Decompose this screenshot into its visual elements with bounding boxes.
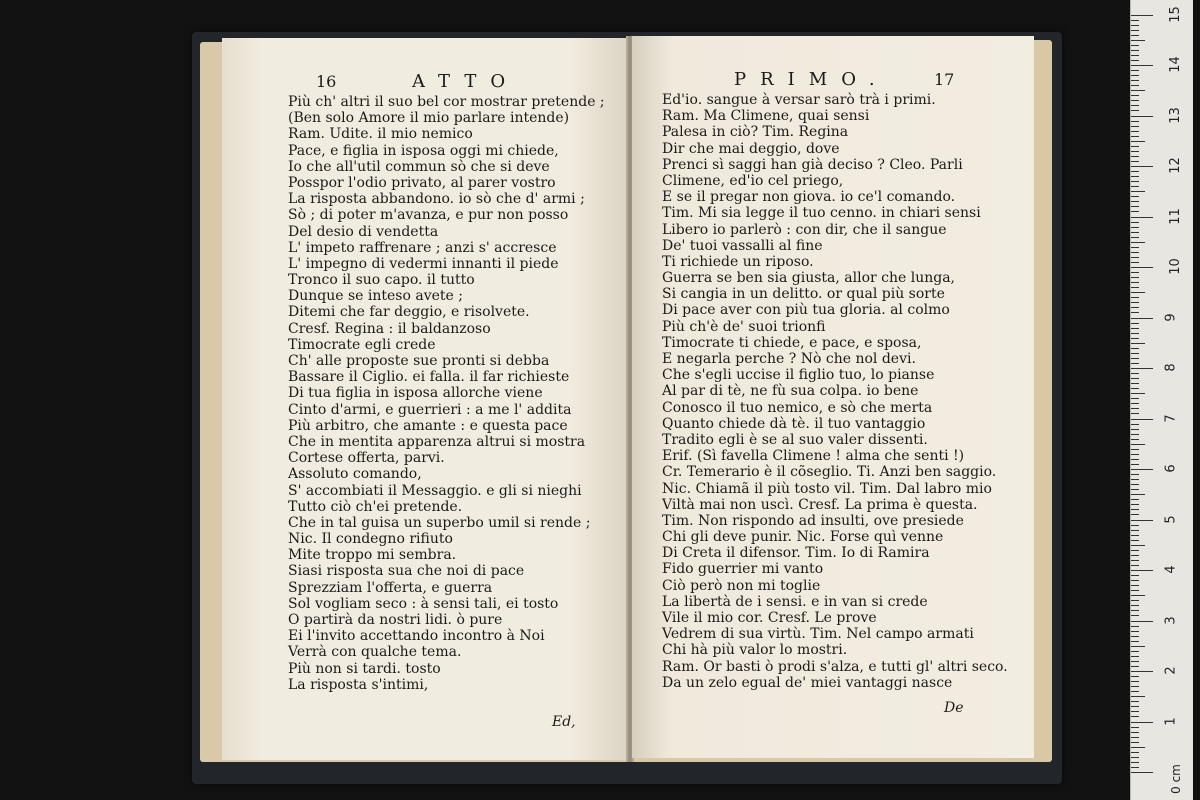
ruler-tick	[1131, 555, 1139, 556]
ruler-tick	[1131, 363, 1139, 364]
text-line: Nic. Il condegno rifiuto	[288, 531, 453, 548]
text-line: L' impeto raffrenare ; anzi s' accresce	[288, 239, 557, 256]
ruler-tick	[1131, 752, 1139, 753]
text-line: Di pace aver con più tua gloria. al colmo	[662, 302, 950, 319]
text-line: Chi hà più valor lo mostri.	[662, 642, 848, 659]
text-line: La libertà de i sensi. e in van si crede	[662, 593, 928, 610]
text-line: E se il pregar non giova. io ce'l comando.	[662, 189, 956, 206]
text-line: Fido guerrier mi vanto	[662, 561, 824, 578]
text-line: Del desio di vendetta	[288, 223, 439, 240]
measurement-ruler	[1130, 0, 1193, 800]
text-line: O partirà da nostri lidi. ò pure	[288, 612, 503, 628]
ruler-tick	[1131, 504, 1139, 505]
text-line: Cr. Temerario è il cõseglio. Ti. Anzi ben saggio.	[662, 464, 997, 481]
ruler-tick	[1131, 141, 1145, 142]
ruler-tick	[1131, 706, 1139, 707]
ruler-tick	[1131, 378, 1139, 379]
ruler-tick	[1131, 610, 1139, 611]
ruler-tick	[1131, 50, 1139, 51]
text-line: Erif. (Sì favella Climene ! alma che senti !)	[662, 448, 965, 465]
ruler-tick	[1131, 772, 1153, 773]
ruler-tick	[1131, 100, 1139, 101]
ruler-tick	[1131, 338, 1139, 339]
ruler-tick	[1131, 297, 1139, 298]
ruler-tick	[1131, 454, 1139, 455]
ruler-tick	[1131, 171, 1139, 172]
ruler-tick	[1131, 40, 1145, 41]
ruler-tick	[1131, 742, 1139, 743]
ruler-tick	[1131, 560, 1139, 561]
ruler-tick	[1131, 565, 1139, 566]
ruler-tick	[1131, 353, 1139, 354]
ruler-tick	[1131, 535, 1139, 536]
ruler-tick	[1131, 722, 1153, 723]
ruler-tick	[1131, 201, 1139, 202]
ruler-tick	[1131, 732, 1139, 733]
ruler-tick	[1131, 636, 1139, 637]
ruler-tick	[1131, 287, 1139, 288]
ruler-tick	[1131, 449, 1139, 450]
text-line: Tim. Non rispondo ad insulti, ove presiede	[662, 512, 964, 529]
ruler-tick	[1131, 474, 1139, 475]
left-page-number: 16	[316, 72, 337, 91]
text-line: Timocrate ti chiede, e pace, e sposa,	[662, 334, 922, 351]
text-line: Ram. Ma Climene, quai sensi	[662, 108, 870, 125]
ruler-tick	[1131, 661, 1139, 662]
ruler-tick	[1131, 651, 1139, 652]
ruler-tick	[1131, 737, 1139, 738]
text-line: Ram. Udite. il mio nemico	[288, 126, 473, 143]
text-line: Dir che mai deggio, dove	[662, 140, 840, 157]
ruler-tick	[1131, 211, 1139, 212]
ruler-tick	[1131, 540, 1139, 541]
ruler-tick	[1131, 292, 1145, 293]
ruler-tick	[1131, 237, 1139, 238]
text-line: Ti richiede un riposo.	[662, 253, 814, 270]
right-catchword: De	[944, 700, 964, 716]
ruler-tick	[1131, 176, 1139, 177]
ruler-tick	[1131, 151, 1139, 152]
ruler-tick	[1131, 439, 1139, 440]
text-line: Libero io parlerò : con dir, che il sangue	[662, 221, 947, 238]
ruler-tick	[1131, 525, 1139, 526]
ruler-number: 12	[1167, 157, 1183, 174]
text-line: Più ch'è de' suoi trionfi	[662, 318, 826, 335]
ruler-tick	[1131, 272, 1139, 273]
ruler-tick	[1131, 257, 1139, 258]
ruler-tick	[1131, 302, 1139, 303]
ruler-tick	[1131, 222, 1139, 223]
ruler-tick	[1131, 509, 1139, 510]
ruler-tick	[1131, 20, 1139, 21]
ruler-tick	[1131, 686, 1139, 687]
left-running-head: ATTO	[412, 71, 520, 92]
ruler-tick	[1131, 136, 1139, 137]
ruler-tick	[1131, 419, 1153, 420]
ruler-tick	[1131, 716, 1139, 717]
ruler-tick	[1131, 156, 1139, 157]
ruler-number: 4	[1163, 565, 1179, 574]
ruler-tick	[1131, 60, 1139, 61]
ruler-tick	[1131, 217, 1153, 218]
text-line: Dunque se inteso avete ;	[288, 288, 463, 305]
ruler-tick	[1131, 550, 1139, 551]
ruler-number: 11	[1167, 207, 1183, 225]
ruler-tick	[1131, 499, 1139, 500]
ruler-tick	[1131, 575, 1139, 576]
ruler-tick	[1131, 358, 1139, 359]
ruler-tick	[1131, 711, 1139, 712]
text-line: Cinto d'armi, e guerrieri : a me l' addita	[288, 401, 572, 418]
text-line: Tim. Mi sia legge il tuo cenno. in chiari sensi	[662, 205, 981, 222]
ruler-tick	[1131, 368, 1153, 369]
ruler-tick	[1131, 95, 1139, 96]
ruler-tick	[1131, 348, 1139, 349]
text-line: Al par di tè, ne fù sua colpa. io bene	[662, 383, 919, 400]
text-line: Di Creta il difensor. Tim. Io di Ramira	[662, 545, 930, 562]
ruler-tick	[1131, 247, 1139, 248]
ruler-tick	[1131, 615, 1139, 616]
ruler-tick	[1131, 166, 1153, 167]
ruler-tick	[1131, 580, 1139, 581]
text-line: Climene, ed'io cel priego,	[662, 172, 844, 189]
left-text-block	[288, 94, 605, 693]
ruler-tick	[1131, 585, 1139, 586]
ruler-number: 8	[1163, 363, 1179, 372]
text-line: Più non si tardi. tosto	[288, 660, 441, 677]
ruler-tick	[1131, 479, 1139, 480]
ruler-tick	[1131, 373, 1139, 374]
ruler-tick	[1131, 459, 1139, 460]
ruler-tick	[1131, 408, 1139, 409]
ruler-tick	[1131, 45, 1139, 46]
text-line: Mite troppo mi sembra.	[288, 547, 457, 564]
right-text-block	[662, 92, 1008, 691]
ruler-tick	[1131, 90, 1145, 91]
ruler-tick	[1131, 666, 1139, 667]
ruler-number: 15	[1167, 5, 1183, 23]
text-line: Cresf. Regina : il baldanzoso	[288, 320, 491, 337]
text-line: Viltà mai non uscì. Cresf. La prima è questa.	[662, 496, 978, 513]
ruler-tick	[1131, 25, 1139, 26]
ruler-tick	[1131, 65, 1153, 66]
text-line: Da un zelo egual de' miei vantaggi nasce	[662, 674, 953, 691]
ruler-tick	[1131, 181, 1139, 182]
ruler-tick	[1131, 464, 1139, 465]
ruler-tick	[1131, 434, 1139, 435]
ruler-tick	[1131, 343, 1145, 344]
ruler-tick	[1131, 747, 1145, 748]
text-line: Ed'io. sangue à versar sarò trà i primi.	[662, 92, 936, 108]
text-line: La risposta s'intimi,	[288, 676, 429, 693]
ruler-tick	[1131, 494, 1145, 495]
ruler-tick	[1131, 282, 1139, 283]
ruler-tick	[1131, 600, 1139, 601]
ruler-tick	[1131, 388, 1139, 389]
text-line: Verrà con qualche tema.	[288, 644, 462, 661]
ruler-tick	[1131, 80, 1139, 81]
ruler-tick	[1131, 631, 1139, 632]
ruler-tick	[1131, 186, 1139, 187]
text-line: Ram. Or basti ò prodi s'alza, e tutti gl' altri seco.	[662, 658, 1008, 675]
ruler-tick	[1131, 35, 1139, 36]
ruler-tick	[1131, 621, 1153, 622]
ruler-tick	[1131, 146, 1139, 147]
ruler-unit-label: 0 cm	[1168, 764, 1183, 794]
ruler-tick	[1131, 232, 1139, 233]
ruler-tick	[1131, 444, 1145, 445]
left-page	[222, 38, 630, 760]
text-line: Timocrate egli crede	[288, 336, 436, 353]
ruler-tick	[1131, 646, 1145, 647]
right-page	[632, 36, 1034, 758]
ruler-tick	[1131, 85, 1139, 86]
ruler-tick	[1131, 105, 1139, 106]
ruler-tick	[1131, 30, 1139, 31]
ruler-tick	[1131, 514, 1139, 515]
text-line: Sprezziam l'offerta, e guerra	[288, 579, 493, 596]
text-line: La risposta abbandono. io sò che d' armi ;	[288, 191, 585, 208]
text-line: Bassare il Ciglio. ei falla. il far richieste	[288, 369, 570, 386]
text-line: Più arbitro, che amante : e questa pace	[288, 417, 568, 434]
ruler-tick	[1131, 191, 1145, 192]
text-line: Posspor l'odio privato, al parer vostro	[288, 174, 556, 191]
ruler-tick	[1131, 429, 1139, 430]
ruler-tick	[1131, 413, 1139, 414]
ruler-tick	[1131, 110, 1139, 111]
ruler-number: 9	[1163, 312, 1179, 322]
ruler-tick	[1131, 757, 1139, 758]
ruler-tick	[1131, 242, 1145, 243]
ruler-tick	[1131, 691, 1139, 692]
ruler-tick	[1131, 626, 1139, 627]
right-page-number: 17	[934, 70, 955, 89]
text-line: Siasi risposta sua che noi di pace	[288, 563, 525, 580]
text-line: Tronco il suo capo. il tutto	[288, 272, 475, 289]
ruler-tick	[1131, 403, 1139, 404]
ruler-tick	[1131, 383, 1139, 384]
text-line: Tradito egli è se al suo valer dissenti.	[662, 431, 928, 448]
ruler-tick	[1131, 424, 1139, 425]
text-line: Ei l'invito accettando incontro à Noi	[288, 628, 545, 645]
ruler-tick	[1131, 307, 1139, 308]
text-line: De' tuoi vassalli al fine	[662, 237, 823, 254]
text-line: Chi gli deve punir. Nic. Forse quì venne	[662, 529, 944, 546]
text-line: Sol vogliam seco : à sensi tali, ei tosto	[288, 595, 559, 612]
text-line: Che in mentita apparenza altrui si mostra	[288, 433, 586, 450]
text-line: Tutto ciò ch'ei pretende.	[288, 498, 463, 515]
ruler-tick	[1131, 206, 1139, 207]
text-line: Vedrem di sua virtù. Tim. Nel campo armati	[662, 626, 974, 643]
ruler-tick	[1131, 333, 1139, 334]
text-line: Che s'egli uccise il figlio tuo, lo pianse	[662, 367, 935, 384]
ruler-tick	[1131, 196, 1139, 197]
text-line: Ditemi che far deggio, e risolvete.	[288, 304, 530, 321]
ruler-tick	[1131, 701, 1139, 702]
ruler-tick	[1131, 727, 1139, 728]
text-line: Sò ; di poter m'avanza, e pur non posso	[288, 207, 569, 224]
ruler-tick	[1131, 126, 1139, 127]
text-line: E negarla perche ? Nò che nol devi.	[662, 351, 916, 367]
right-running-head: PRIMO.	[734, 69, 889, 90]
ruler-number: 3	[1163, 615, 1179, 625]
text-line: Guerra se ben sia giusta, allor che lunga,	[662, 270, 956, 287]
ruler-tick	[1131, 681, 1139, 682]
ruler-tick	[1131, 70, 1139, 71]
ruler-number: 14	[1167, 56, 1183, 73]
ruler-tick	[1131, 469, 1153, 470]
ruler-tick	[1131, 393, 1145, 394]
ruler-number: 7	[1163, 413, 1179, 423]
ruler-tick	[1131, 590, 1139, 591]
text-line: Prenci sì saggi han già deciso ? Cleo. Parli	[662, 156, 963, 173]
text-line: Quanto chiede dà tè. il tuo vantaggio	[662, 415, 926, 432]
ruler-tick	[1131, 656, 1139, 657]
left-catchword: Ed,	[552, 714, 576, 730]
ruler-tick	[1131, 489, 1139, 490]
ruler-tick	[1131, 161, 1139, 162]
text-line: Vile il mio cor. Cresf. Le prove	[662, 610, 877, 626]
text-line: (Ben solo Amore il mio parlare intende)	[288, 110, 570, 127]
ruler-tick	[1131, 312, 1139, 313]
ruler-tick	[1131, 116, 1153, 117]
text-line: Più ch' altri il suo bel cor mostrar pretende ;	[288, 94, 605, 110]
ruler-tick	[1131, 318, 1153, 319]
text-line: Che in tal guisa un superbo umil si rende ;	[288, 514, 591, 531]
text-line: Di tua figlia in isposa allorche viene	[288, 385, 543, 402]
text-line: Ch' alle proposte sue pronti si debba	[288, 353, 550, 369]
text-line: Cortese offerta, parvi.	[288, 450, 445, 467]
ruler-tick	[1131, 530, 1139, 531]
text-line: Assoluto comando,	[288, 466, 422, 483]
ruler-tick	[1131, 641, 1139, 642]
text-line: Pace, e figlia in isposa oggi mi chiede,	[288, 142, 559, 159]
ruler-tick	[1131, 131, 1139, 132]
ruler-number: 5	[1163, 514, 1179, 524]
ruler-tick	[1131, 252, 1139, 253]
ruler-tick	[1131, 767, 1139, 768]
ruler-tick	[1131, 323, 1139, 324]
text-line: S' accombiati il Messaggio. e gli si nieghi	[288, 482, 582, 499]
ruler-tick	[1131, 545, 1145, 546]
text-line: Conosco il tuo nemico, e sò che merta	[662, 399, 933, 416]
ruler-tick	[1131, 520, 1153, 521]
text-line: Nic. Chiamã il più tosto vil. Tim. Dal labro mio	[662, 480, 992, 497]
ruler-number: 6	[1163, 464, 1179, 473]
ruler-number: 13	[1167, 106, 1183, 124]
ruler-tick	[1131, 570, 1153, 571]
ruler-tick	[1131, 595, 1145, 596]
ruler-tick	[1131, 262, 1139, 263]
ruler-tick	[1131, 484, 1139, 485]
text-line: Ciò però non mi toglie	[662, 577, 821, 594]
ruler-tick	[1131, 277, 1139, 278]
ruler-tick	[1131, 15, 1153, 16]
ruler-tick	[1131, 671, 1153, 672]
text-line: L' impegno di vedermi innanti il piede	[288, 255, 559, 272]
ruler-tick	[1131, 762, 1139, 763]
ruler-tick	[1131, 676, 1139, 677]
text-line: Palesa in ciò? Tim. Regina	[662, 124, 849, 141]
ruler-tick	[1131, 696, 1145, 697]
text-line: Si cangia in un delitto. or qual più sorte	[662, 286, 945, 303]
ruler-tick	[1131, 227, 1139, 228]
ruler-tick	[1131, 75, 1139, 76]
ruler-tick	[1131, 398, 1139, 399]
ruler-tick	[1131, 267, 1153, 268]
ruler-number: 10	[1167, 258, 1183, 275]
text-line: Io che all'util commun sò che si deve	[288, 158, 550, 175]
ruler-number: 2	[1163, 666, 1179, 675]
ruler-tick	[1131, 121, 1139, 122]
ruler-tick	[1131, 55, 1139, 56]
ruler-tick	[1131, 328, 1139, 329]
ruler-tick	[1131, 605, 1139, 606]
ruler-number: 1	[1163, 716, 1179, 726]
